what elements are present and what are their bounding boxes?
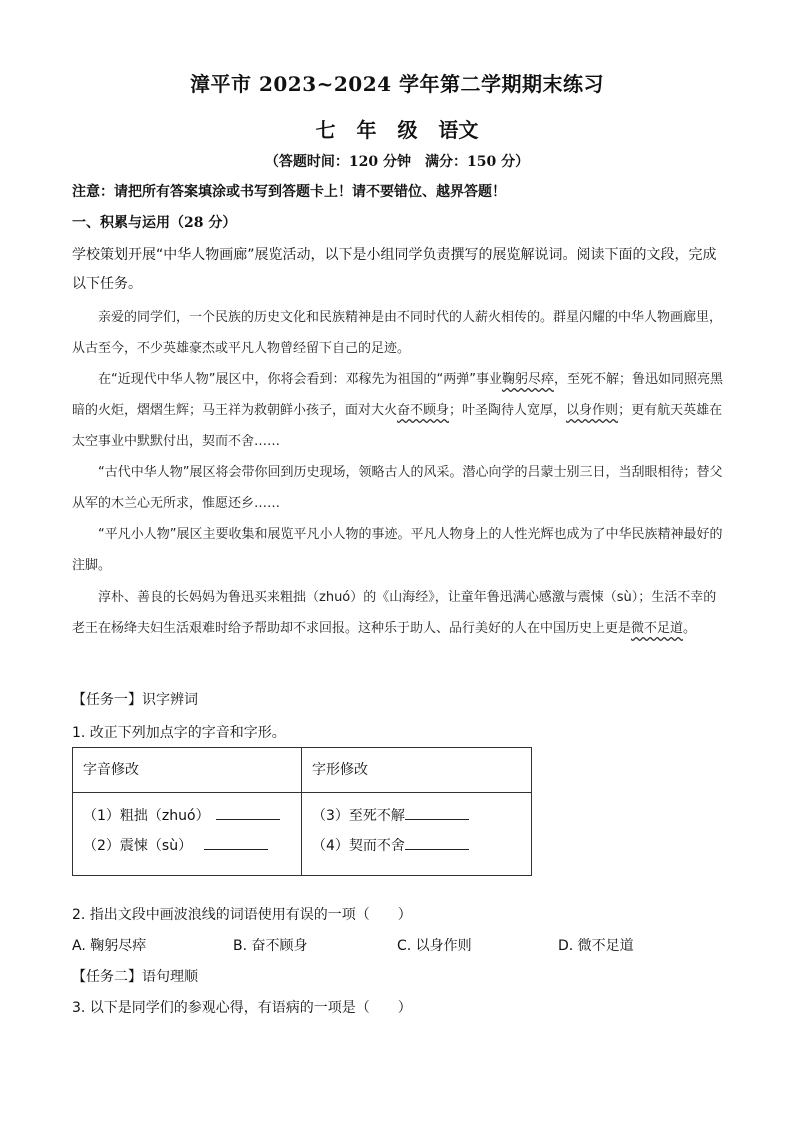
option-c[interactable]: C. 以身作则 xyxy=(397,938,472,954)
answer-blank-1[interactable] xyxy=(216,805,280,820)
wavy-word-a: 鞠躬尽瘁 xyxy=(501,372,554,387)
pronunciation-cell xyxy=(73,793,302,876)
passage-paragraph-2 xyxy=(72,364,724,457)
passage-paragraph-1: 亲爱的同学们，一个民族的历史文化和民族精神是由不同时代的人薪火相传的。群星闪耀的中华人物画廊里，从古至今，不少英雄豪杰或平凡人物曾经留下自己的足迹。 xyxy=(72,310,723,356)
task-2-heading: 【任务二】语句理顺 xyxy=(72,969,198,985)
passage-text: 。 xyxy=(683,621,697,636)
task-1-heading: 【任务一】识字辨词 xyxy=(72,692,198,708)
table-header-character: 字形修改 xyxy=(302,748,532,793)
passage-text: ，至死不解；鲁迅如同照亮黑暗的火炬，熠熠生辉；马王祥为救朝鲜小孩子，面对大火 xyxy=(72,372,723,418)
reading-passage xyxy=(72,302,724,364)
option-a[interactable]: A. 鞠躬尽瘁 xyxy=(72,938,147,954)
question-1: 1. 改正下列加点字的字音和字形。 xyxy=(72,725,286,741)
item-3 xyxy=(312,801,521,831)
reading-passage-4 xyxy=(72,519,724,581)
wavy-word-c: 以身作则 xyxy=(566,403,619,418)
answer-blank-3[interactable] xyxy=(405,805,469,820)
exam-title: 漳平市 2023~2024 学年第二学期期末练习 xyxy=(189,72,604,96)
answer-blank-4[interactable] xyxy=(405,835,469,850)
answer-blank-2[interactable] xyxy=(204,835,268,850)
table-header-pronunciation: 字音修改 xyxy=(73,748,302,793)
passage-paragraph-3: “古代中华人物”展区将会带你回到历史现场，领略古人的风采。潜心向学的吕蒙士别三日，当刮眼相待；替父从军的木兰心无所求，惟愿还乡…… xyxy=(72,465,723,511)
reading-passage-2 xyxy=(72,364,724,457)
section-heading: 一、积累与运用（28 分） xyxy=(72,215,237,231)
section-intro: 学校策划开展“中华人物画廊”展览活动，以下是小组同学负责撰写的展览解说词。阅读下面的文段，完成以下任务。 xyxy=(72,247,717,292)
passage-text: ；叶圣陶待人宽厚， xyxy=(449,403,567,418)
question-2: 2. 指出文段中画波浪线的词语使用有误的一项（ ） xyxy=(72,907,412,923)
option-d[interactable]: D. 微不足道 xyxy=(558,938,634,954)
passage-text: 在“近现代中华人物”展区中，你将会看到：邓稼先为祖国的“两弹”事业 xyxy=(98,372,502,387)
item-1-label: （1）粗拙（zhuó） xyxy=(83,808,210,824)
item-2 xyxy=(83,831,291,861)
exam-subtitle: 七 年 级 语文 xyxy=(315,118,479,142)
passage-text: 淳朴、善良的长妈妈为鲁迅买来粗拙（zhuó）的《山海经》，让童年鲁迅满心感激与震悚（sù）；生活不幸的老王在杨绛夫妇生活艰难时给予帮助却不求回报。这种乐于助人、品行美好的人在中国历史上更是 xyxy=(72,590,717,636)
item-1 xyxy=(83,801,291,831)
item-2-label: （2）震悚（sù） xyxy=(83,838,193,854)
passage-text: ；更有航天英雄在太空事业中默默付出，契而不舍…… xyxy=(72,403,723,449)
reading-passage-5 xyxy=(72,582,724,644)
notice-text: 注意：请把所有答案填涂或书写到答题卡上！请不要错位、越界答题！ xyxy=(72,184,506,200)
item-3-label: （3）至死不解 xyxy=(312,808,405,824)
correction-table xyxy=(72,747,532,876)
option-b[interactable]: B. 奋不顾身 xyxy=(233,938,308,954)
reading-passage-3 xyxy=(72,457,724,519)
passage-paragraph-4: “平凡小人物”展区主要收集和展览平凡小人物的事迹。平凡人物身上的人性光辉也成为了中华民族精神最好的注脚。 xyxy=(72,527,723,573)
exam-info: （答题时间：120 分钟 满分：150 分） xyxy=(264,154,530,170)
question-3: 3. 以下是同学们的参观心得，有语病的一项是（ ） xyxy=(72,1000,412,1016)
item-4 xyxy=(312,831,521,861)
passage-paragraph-5 xyxy=(72,582,724,644)
item-4-label: （4）契而不舍 xyxy=(312,838,405,854)
wavy-word-d: 微不足道 xyxy=(631,621,684,636)
wavy-word-b: 奋不顾身 xyxy=(397,403,450,418)
character-cell xyxy=(302,793,532,876)
